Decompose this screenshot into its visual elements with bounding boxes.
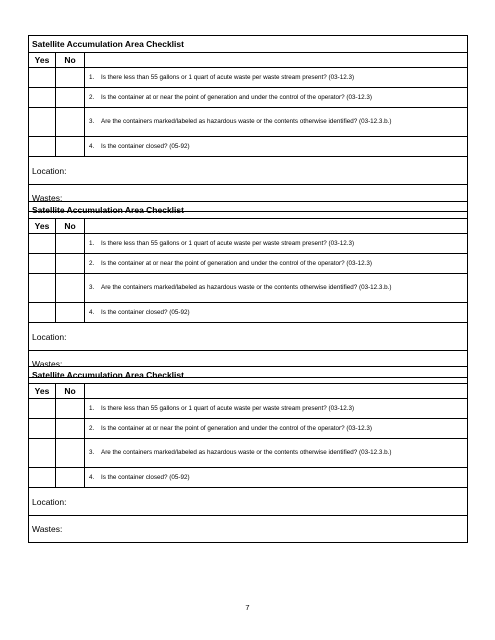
no-box[interactable] <box>56 468 85 488</box>
question-row-4 <box>29 137 468 157</box>
no-box[interactable] <box>56 68 85 88</box>
question-row-3 <box>29 439 468 468</box>
question-text: Are the containers marked/labeled as hazardous waste or the contents otherwise identified? (03-12.3.b.) <box>101 118 392 125</box>
question-row-1 <box>29 234 468 254</box>
question-cell <box>85 108 468 137</box>
question-row-1 <box>29 399 468 419</box>
yes-box[interactable] <box>29 108 56 137</box>
wastes-label: Wastes: <box>32 193 63 203</box>
question-number: 1. <box>89 239 95 247</box>
question-number: 4. <box>89 142 95 150</box>
question-number: 1. <box>89 73 95 81</box>
location-field[interactable] <box>29 157 468 185</box>
question-cell <box>85 439 468 468</box>
question-row-4 <box>29 468 468 488</box>
question-text: Is the container closed? (05-92) <box>101 473 190 481</box>
checklist-title: Satellite Accumulation Area Checklist <box>29 36 468 53</box>
question-text: Is the container at or near the point of generation and under the control of the operator? (03-12.3) <box>101 424 372 432</box>
wastes-field[interactable] <box>29 516 468 543</box>
header-blank <box>85 53 468 68</box>
question-cell <box>85 68 468 88</box>
checklist-3 <box>28 366 468 543</box>
wastes-label: Wastes: <box>32 524 63 534</box>
no-box[interactable] <box>56 88 85 108</box>
yes-box[interactable] <box>29 303 56 323</box>
location-field[interactable] <box>29 323 468 351</box>
question-number: 4. <box>89 473 95 481</box>
no-header: No <box>56 219 85 234</box>
question-cell <box>85 399 468 419</box>
question-row-1 <box>29 68 468 88</box>
yes-box[interactable] <box>29 399 56 419</box>
location-label: Location: <box>32 497 67 507</box>
location-field[interactable] <box>29 488 468 516</box>
page-number: 7 <box>245 603 250 612</box>
question-number: 2. <box>89 259 95 267</box>
yes-header: Yes <box>29 384 56 399</box>
yes-box[interactable] <box>29 234 56 254</box>
yes-box[interactable] <box>29 439 56 468</box>
no-box[interactable] <box>56 274 85 303</box>
checklist-title: Satellite Accumulation Area Checklist <box>29 367 468 384</box>
checklist-2 <box>28 201 468 378</box>
question-cell <box>85 137 468 157</box>
question-number: 2. <box>89 93 95 101</box>
question-text: Is there less than 55 gallons or 1 quart of acute waste per waste stream present? (03-12.3) <box>101 239 355 247</box>
wastes-label: Wastes: <box>32 359 63 369</box>
question-text: Is the container closed? (05-92) <box>101 142 190 150</box>
location-label: Location: <box>32 166 67 176</box>
question-number: 4. <box>89 308 95 316</box>
yes-box[interactable] <box>29 137 56 157</box>
question-text: Is there less than 55 gallons or 1 quart of acute waste per waste stream present? (03-12.3) <box>101 404 355 412</box>
question-text: Is the container closed? (05-92) <box>101 308 190 316</box>
no-box[interactable] <box>56 439 85 468</box>
yes-header: Yes <box>29 219 56 234</box>
no-box[interactable] <box>56 234 85 254</box>
question-number: 3. <box>89 118 95 125</box>
yes-box[interactable] <box>29 419 56 439</box>
yes-header: Yes <box>29 53 56 68</box>
question-row-2 <box>29 88 468 108</box>
no-header: No <box>56 384 85 399</box>
yes-box[interactable] <box>29 68 56 88</box>
question-row-3 <box>29 274 468 303</box>
no-box[interactable] <box>56 419 85 439</box>
location-label: Location: <box>32 332 67 342</box>
question-number: 1. <box>89 404 95 412</box>
no-box[interactable] <box>56 108 85 137</box>
question-cell <box>85 234 468 254</box>
question-cell <box>85 88 468 108</box>
question-cell <box>85 468 468 488</box>
question-row-3 <box>29 108 468 137</box>
question-cell <box>85 419 468 439</box>
question-row-2 <box>29 419 468 439</box>
question-number: 2. <box>89 424 95 432</box>
no-box[interactable] <box>56 303 85 323</box>
checklist-title: Satellite Accumulation Area Checklist <box>29 202 468 219</box>
question-cell <box>85 303 468 323</box>
question-text: Is the container at or near the point of generation and under the control of the operator? (03-12.3) <box>101 93 372 101</box>
question-text: Is there less than 55 gallons or 1 quart of acute waste per waste stream present? (03-12.3) <box>101 73 355 81</box>
checklist-1 <box>28 35 468 212</box>
header-blank <box>85 384 468 399</box>
yes-box[interactable] <box>29 468 56 488</box>
question-text: Is the container at or near the point of generation and under the control of the operator? (03-12.3) <box>101 259 372 267</box>
question-number: 3. <box>89 284 95 291</box>
question-number: 3. <box>89 449 95 456</box>
question-cell <box>85 274 468 303</box>
question-text: Are the containers marked/labeled as hazardous waste or the contents otherwise identified? (03-12.3.b.) <box>101 284 392 291</box>
question-text: Are the containers marked/labeled as hazardous waste or the contents otherwise identified? (03-12.3.b.) <box>101 449 392 456</box>
no-box[interactable] <box>56 399 85 419</box>
question-row-2 <box>29 254 468 274</box>
header-blank <box>85 219 468 234</box>
question-row-4 <box>29 303 468 323</box>
no-box[interactable] <box>56 254 85 274</box>
yes-box[interactable] <box>29 88 56 108</box>
yes-box[interactable] <box>29 254 56 274</box>
no-header: No <box>56 53 85 68</box>
no-box[interactable] <box>56 137 85 157</box>
question-cell <box>85 254 468 274</box>
yes-box[interactable] <box>29 274 56 303</box>
